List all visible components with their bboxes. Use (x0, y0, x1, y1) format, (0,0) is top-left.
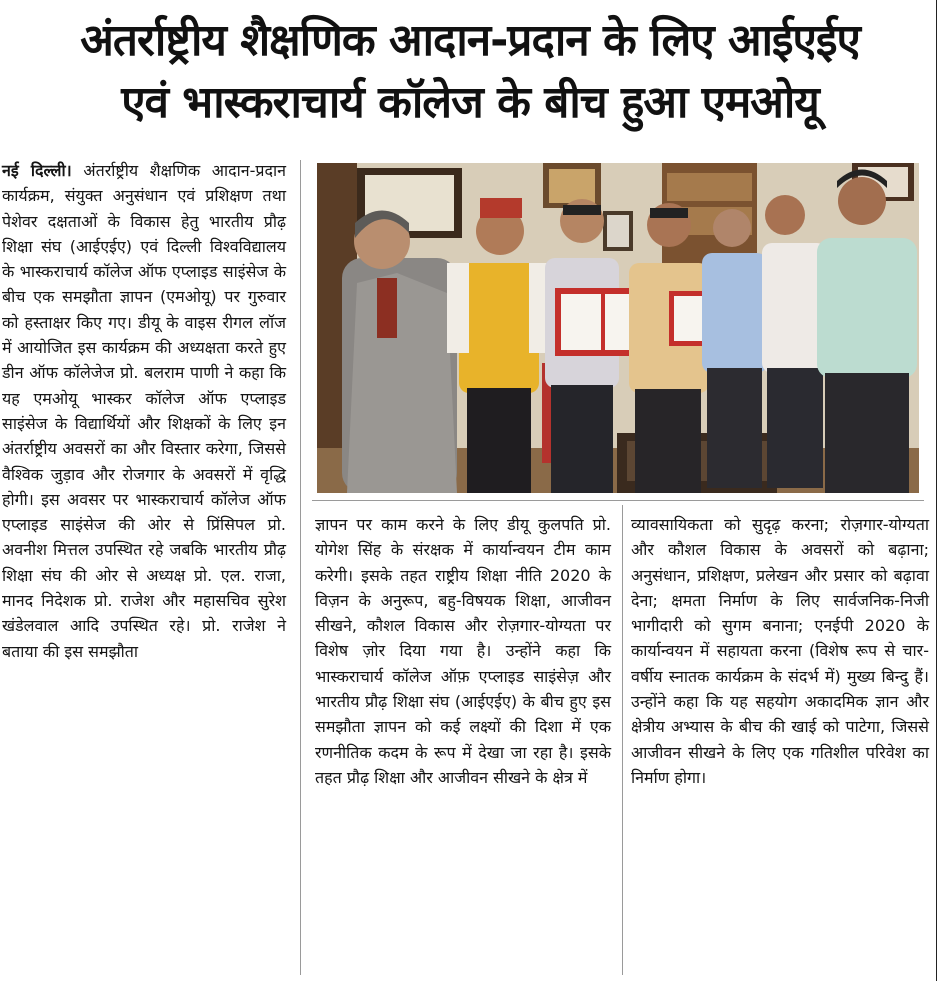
headline (8, 10, 932, 134)
column-1-text: अंतर्राष्ट्रीय शैक्षणिक आदान-प्रदान कार्यक्रम, संयुक्त अनुसंधान एवं प्रशिक्षण तथा पेशेवर दक्षताओं के विकास हेतु भारतीय प्रौढ़ शिक्षा संघ (आईएईए) एवं दिल्ली विश्वविद्यालय के भास्कराचार्य कॉलेज ऑफ एप्लाइड साइंसेज के बीच एक समझौता ज्ञापन (एमओयू) पर गुरुवार को हस्ताक्षर किए गए। डीयू के वाइस रीगल लॉज में आयोजित इस कार्यक्रम की अध्यक्षता करते हुए डीन ऑफ कॉलेजेज प्रो. बलराम पाणी ने कहा कि यह एमओयू भास्कर कॉलेज ऑफ एप्लाइड साइंसेज के विद्यार्थियों और शिक्षकों के लिए इन अंतर्राष्ट्रीय अवसरों का और विस्तार करेगा, जिससे वैश्विक जुड़ाव और रोजगार के अवसरों में वृद्धि होगी। इस अवसर पर भास्कराचार्य कॉलेज ऑफ एप्लाइड साइंसेज की ओर से प्रिंसिपल प्रो. अवनीश मित्तल उपस्थित रहे जबकि भारतीय प्रौढ़ शिक्षा संघ की ओर से अध्यक्ष प्रो. एल. राजा, मानद निदेशक प्रो. राजेश और महासचिव सुरेश खंडेलवाल आदि उपस्थित रहे। प्रो. राजेश ने बताया की इस समझौता (2, 161, 286, 661)
dateline: नई दिल्ली। (2, 161, 72, 180)
headline-line-2: एवं भास्कराचार्य कॉलेज के बीच हुआ एमओयू (121, 77, 819, 128)
news-photo (317, 163, 919, 493)
column-divider-1 (300, 160, 301, 975)
column-divider-2 (622, 505, 623, 975)
page-edge (936, 0, 937, 981)
headline-line-1: अंतर्राष्ट्रीय शैक्षणिक आदान-प्रदान के लिए आईएईए (80, 15, 860, 66)
article-column-3 (631, 512, 929, 790)
mou-signing-photo (317, 163, 919, 493)
article-column-1 (2, 158, 286, 664)
column-3-text: व्यावसायिकता को सुदृढ़ करना; रोज़गार-योग्यता और कौशल विकास के अवसरों को बढ़ाना; अनुसंधान, प्रशिक्षण, प्रलेखन और प्रसार को बढ़ावा देना; क्षमता निर्माण के लिए सार्वजनिक-निजी भागीदारी को सुगम बनाना; एनईपी 2020 के कार्यान्वयन में सहायता करना (विशेष रूप से चार-वर्षीय स्नातक कार्यक्रम के संदर्भ में) मुख्य बिन्दु हैं। उन्होंने कहा कि यह सहयोग अकादमिक ज्ञान और क्षेत्रीय अभ्यास के बीच की खाई को पाटेगा, जिससे आजीवन सीखने के लिए एक गतिशील परिवेश का निर्माण होगा। (631, 515, 929, 787)
article-column-2 (315, 512, 611, 790)
column-2-text: ज्ञापन पर काम करने के लिए डीयू कुलपति प्रो. योगेश सिंह के संरक्षक में कार्यान्वयन टीम काम करेगी। इसके तहत राष्ट्रीय शिक्षा नीति 2020 के विज़न के अनुरूप, बहु-विषयक शिक्षा, आजीवन सीखने, कौशल विकास और रोज़गार-योग्यता पर विशेष ज़ोर दिया गया है। उन्होंने कहा कि भास्कराचार्य कॉलेज ऑफ़ एप्लाइड साइंसेज़ और भारतीय प्रौढ़ शिक्षा संघ (आईएईए) के बीच हुए इस समझौता ज्ञापन को कई लक्ष्यों की दिशा में एक रणनीतिक कदम के रूप में देखा जा रहा है। इसके तहत प्रौढ़ शिक्षा और आजीवन सीखने के क्षेत्र में (315, 515, 611, 787)
photo-divider (312, 500, 924, 501)
